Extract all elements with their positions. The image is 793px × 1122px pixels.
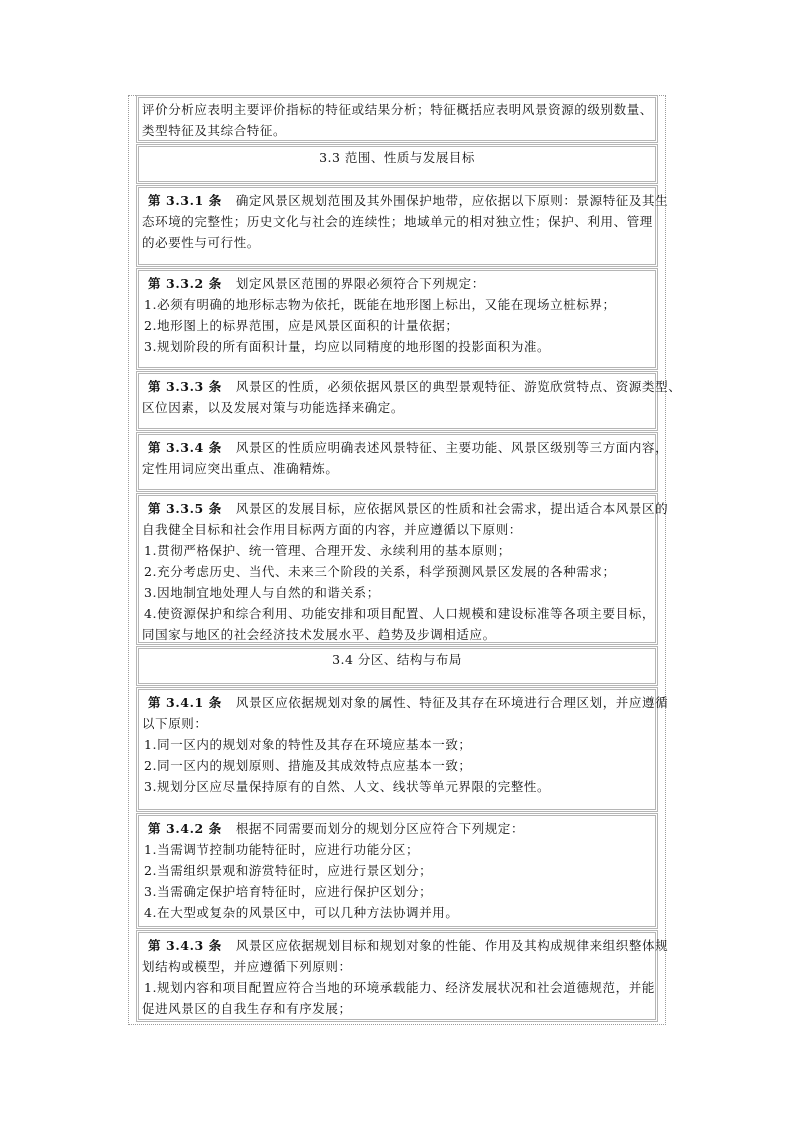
list-item: 1.同一区内的规划对象的特性及其存在环境应基本一致； xyxy=(144,737,472,752)
list-item: 4.使资源保护和综合利用、功能安排和项目配置、人口规模和建设标准等各项主要目标， xyxy=(144,606,655,621)
section-heading-3-3: 3.3 范围、性质与发展目标 xyxy=(136,144,658,184)
clause-number: 第 3.3.5 条 xyxy=(148,501,222,516)
clause-3-3-2 xyxy=(136,268,658,370)
list-item: 1.贯彻严格保护、统一管理、合理开发、永续利用的基本原则； xyxy=(144,543,511,558)
clause-number: 第 3.4.1 条 xyxy=(148,695,222,710)
clause-number: 第 3.3.4 条 xyxy=(148,440,222,455)
list-item: 1.当需调节控制功能特征时，应进行功能分区； xyxy=(144,842,420,857)
list-item: 3.规划阶段的所有面积计量，均应以同精度的地形图的投影面积为准。 xyxy=(144,339,551,354)
section-heading-3-4: 3.4 分区、结构与布局 xyxy=(136,646,658,686)
clause-3-4-3 xyxy=(136,930,669,1022)
intro-line: 评价分析应表明主要评价指标的特征或结果分析；特征概括应表明风景资源的级别数量、 xyxy=(142,102,653,117)
list-item: 3.当需确定保护培育特征时，应进行保护区划分； xyxy=(144,884,433,899)
clause-3-3-3 xyxy=(136,371,682,431)
clause-number: 第 3.4.3 条 xyxy=(148,938,222,953)
list-item: 4.在大型或复杂的风景区中，可以几种方法协调并用。 xyxy=(144,905,459,920)
clause-text: 划定风景区范围的界限必须符合下列规定： xyxy=(235,276,485,291)
intro-paragraph xyxy=(136,95,658,143)
clause-3-4-1 xyxy=(136,687,669,812)
clause-text: 风景区的性质，必须依据风景区的典型景观特征、游览欣赏特点、资源类型、 xyxy=(235,379,682,394)
clause-number: 第 3.4.2 条 xyxy=(148,821,222,836)
clause-3-3-1 xyxy=(136,185,669,267)
clause-number: 第 3.3.2 条 xyxy=(148,276,222,291)
clause-text: 态环境的完整性；历史文化与社会的连续性；地域单元的相对独立性；保护、利用、管理 xyxy=(142,214,653,229)
list-item: 2.充分考虑历史、当代、未来三个阶段的关系，科学预测风景区发展的各种需求； xyxy=(144,564,616,579)
intro-line: 类型特征及其综合特征。 xyxy=(142,123,287,138)
clause-text: 根据不同需要而划分的规划分区应符合下列规定： xyxy=(235,821,525,836)
list-item: 1.必须有明确的地形标志物为依托，既能在地形图上标出，又能在现场立桩标界； xyxy=(144,297,616,312)
clause-text: 风景区的发展目标，应依据风景区的性质和社会需求，提出适合本风景区的 xyxy=(235,501,669,516)
list-item: 2.当需组织景观和游赏特征时，应进行景区划分； xyxy=(144,863,433,878)
clause-3-3-5 xyxy=(136,493,669,645)
clause-text: 以下原则： xyxy=(142,716,208,731)
clause-text: 风景区应依据规划目标和规划对象的性能、作用及其构成规律来组织整体规 xyxy=(235,938,669,953)
clause-text: 同国家与地区的社会经济技术发展水平、趋势及步调相适应。 xyxy=(142,627,496,642)
list-item: 2.同一区内的规划原则、措施及其成效特点应基本一致； xyxy=(144,758,472,773)
list-item: 1.规划内容和项目配置应符合当地的环境承载能力、经济发展状况和社会道德规范，并能 xyxy=(144,980,655,995)
clause-text: 风景区的性质应明确表述风景特征、主要功能、风景区级别等三方面内容， xyxy=(235,440,669,455)
clause-3-4-2 xyxy=(136,813,658,929)
clause-text: 自我健全目标和社会作用目标两方面的内容，并应遵循以下原则： xyxy=(142,522,522,537)
clause-text: 划结构或模型，并应遵循下列原则： xyxy=(142,959,352,974)
clause-text: 的必要性与可行性。 xyxy=(142,235,260,250)
clause-text: 促进风景区的自我生存和有序发展； xyxy=(142,1001,352,1016)
list-item: 3.规划分区应尽量保持原有的自然、人文、线状等单元界限的完整性。 xyxy=(144,779,551,794)
clause-number: 第 3.3.1 条 xyxy=(148,193,222,208)
list-item: 3.因地制宜地处理人与自然的和谐关系； xyxy=(144,585,380,600)
clause-3-3-4 xyxy=(136,432,669,492)
clause-text: 确定风景区规划范围及其外围保护地带，应依据以下原则：景源特征及其生 xyxy=(235,193,669,208)
clause-text: 区位因素，以及发展对策与功能选择来确定。 xyxy=(142,400,405,415)
list-item: 2.地形图上的标界范围，应是风景区面积的计量依据； xyxy=(144,318,459,333)
clause-text: 风景区应依据规划对象的属性、特征及其存在环境进行合理区划，并应遵循 xyxy=(235,695,669,710)
clause-text: 定性用词应突出重点、准确精炼。 xyxy=(142,461,339,476)
clause-number: 第 3.3.3 条 xyxy=(148,379,222,394)
